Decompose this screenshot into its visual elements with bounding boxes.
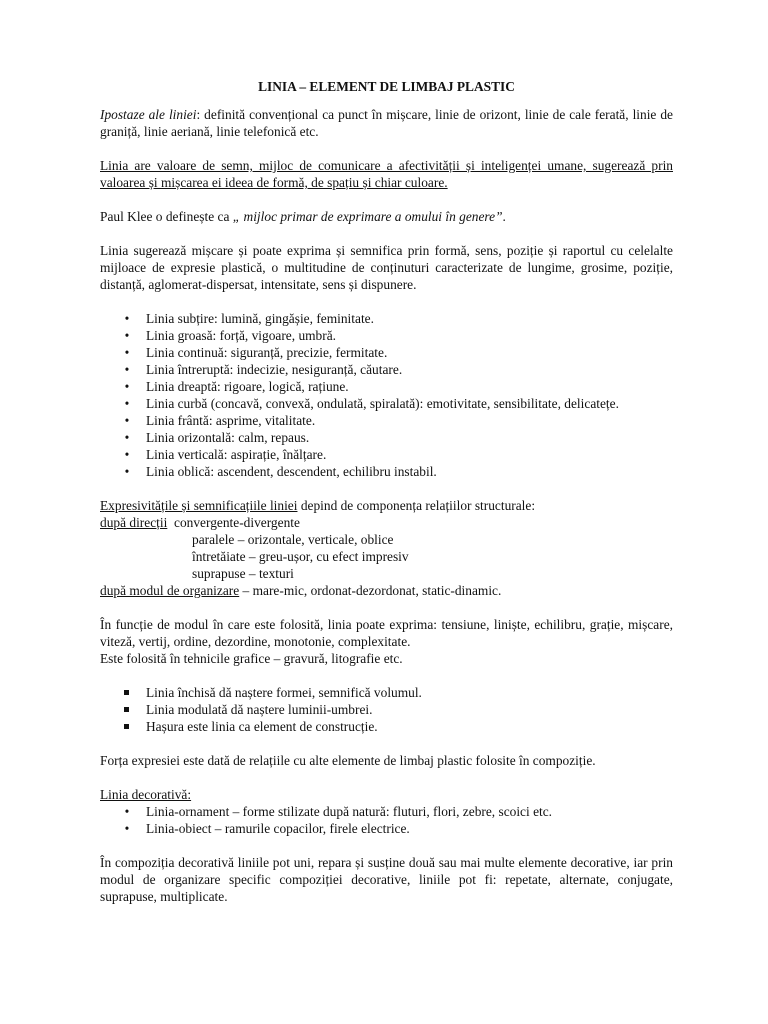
list-item-text: Hașura este linia ca element de construcție. [146,719,378,734]
list-item [100,344,673,361]
directii-item: suprapuse – texturi [192,566,294,581]
expresivitati-section [100,497,673,599]
bullet-icon: • [124,821,130,836]
decor-heading: Linia decorativă: [100,787,192,802]
bullet-icon: • [124,379,130,394]
list-item-text: Linia modulată dă naștere luminii-umbrei. [146,702,373,717]
list-item [100,463,673,480]
paragraph-valoare-semn: Linia are valoare de semn, mijloc de comunicare a afectivității și inteligenței umane, sugerează prin valoarea și mișcarea ei ideea de formă, de spațiu și chiar culoare. [100,158,673,190]
list-item-text: Linia oblică: ascendent, descendent, echilibru instabil. [146,464,437,479]
bullet-icon: • [124,328,130,343]
list-item-text: Linia orizontală: calm, repaus. [146,430,310,445]
list-item [100,701,673,718]
list-item [100,820,673,837]
directii-item-row [100,565,673,582]
list-item [100,361,673,378]
paragraph-paul-klee [100,208,673,225]
list-item [100,412,673,429]
list-item [100,395,673,412]
bullet-icon: • [124,311,130,326]
list-item-text: Linia subțire: lumină, gingășie, feminitate. [146,311,374,326]
directii-label: după direcții [100,515,168,530]
bullet-icon: • [124,345,130,360]
list-item [100,429,673,446]
bullet-icon: • [124,396,130,411]
list-line-types [100,310,673,480]
ipostaze-lead: Ipostaze ale liniei [100,107,197,122]
directii-item: întretăiate – greu-ușor, cu efect impresiv [192,549,409,564]
list-item [100,327,673,344]
document-title: LINIA – ELEMENT DE LIMBAJ PLASTIC [258,79,515,94]
directii-line [100,514,673,531]
list-item [100,310,673,327]
paragraph-tehnici: Este folosită în tehnicile grafice – gravură, litografie etc. [100,651,403,666]
paragraph-ipostaze [100,106,673,140]
bullet-icon: • [124,430,130,445]
list-item-text: Linia-obiect – ramurile copacilor, firele electrice. [146,821,410,836]
bullet-icon: • [124,413,130,428]
list-item-text: Linia frântă: asprime, vitalitate. [146,413,316,428]
list-line-construction [100,684,673,735]
directii-item-row [100,531,673,548]
organizare-label: după modul de organizare [100,583,240,598]
document-body [100,78,673,922]
paragraph-compozitie: În compoziția decorativă liniile pot uni, repara și susține două sau mai multe elemente decorative, iar prin modul de organizare specific compoziției decorative, liniile pot fi: repetate, alternate, conjugate, suprapuse, multiplicate. [100,855,673,904]
paragraph-miscare: Linia sugerează mișcare și poate exprima și semnifica prin formă, sens, poziție și raportul cu celelalte mijloace de expresie plastică, o multitudine de conținuturi caracterizate de lungime, grosime, poziție, distanță, aglomerat-dispersat, intensitate, sens și dispunere. [100,243,673,292]
expresivitati-lead: Expresivitățile și semnificațiile liniei [100,498,298,513]
klee-quote: „ mijloc primar de exprimare a omului în genere” [232,209,503,224]
square-bullet-icon [124,724,129,729]
expresivitati-intro [100,497,673,514]
paragraph-functie: În funcție de modul în care este folosită, linia poate exprima: tensiune, liniște, echilibru, grație, mișcare, viteză, vertij, ordine, dezordine, monotonie, complexitate. [100,617,673,649]
list-item-text: Linia groasă: forță, vigoare, umbră. [146,328,336,343]
expresivitati-text: depind de componența relațiilor structurale: [297,498,536,513]
paragraph-forta: Forța expresiei este dată de relațiile cu alte elemente de limbaj plastic folosite în compoziție. [100,753,596,768]
list-item [100,684,673,701]
square-bullet-icon [124,707,129,712]
bullet-icon: • [124,464,130,479]
list-item [100,803,673,820]
klee-end: . [502,209,506,224]
directii-item: convergente-divergente [174,515,300,530]
list-item-text: Linia dreaptă: rigoare, logică, rațiune. [146,379,349,394]
square-bullet-icon [124,690,129,695]
organizare-text: – mare-mic, ordonat-dezordonat, static-dinamic. [239,583,502,598]
list-item [100,718,673,735]
klee-text: Paul Klee o definește ca [100,209,233,224]
list-item-text: Linia-ornament – forme stilizate după natură: fluturi, flori, zebre, scoici etc. [146,804,553,819]
directii-item-row [100,548,673,565]
bullet-icon: • [124,804,130,819]
list-item-text: Linia continuă: siguranță, precizie, fermitate. [146,345,388,360]
organizare-line [100,582,673,599]
list-item-text: Linia închisă dă naștere formei, semnifică volumul. [146,685,422,700]
list-item [100,378,673,395]
bullet-icon: • [124,447,130,462]
bullet-icon: • [124,362,130,377]
directii-item: paralele – orizontale, verticale, oblice [192,532,394,547]
list-item-text: Linia verticală: aspirație, înălțare. [146,447,327,462]
ipostaze-text: : definită convențional ca punct în mișcare, linie de orizont, linie de cale ferată, linie de graniță, linie aeriană, linie telefonică etc. [100,107,673,139]
list-decor [100,803,673,837]
list-item [100,446,673,463]
list-item-text: Linia întreruptă: indecizie, nesiguranță, căutare. [146,362,403,377]
list-item-text: Linia curbă (concavă, convexă, ondulată, spiralată): emotivitate, sensibilitate, delicatețe. [146,396,619,411]
